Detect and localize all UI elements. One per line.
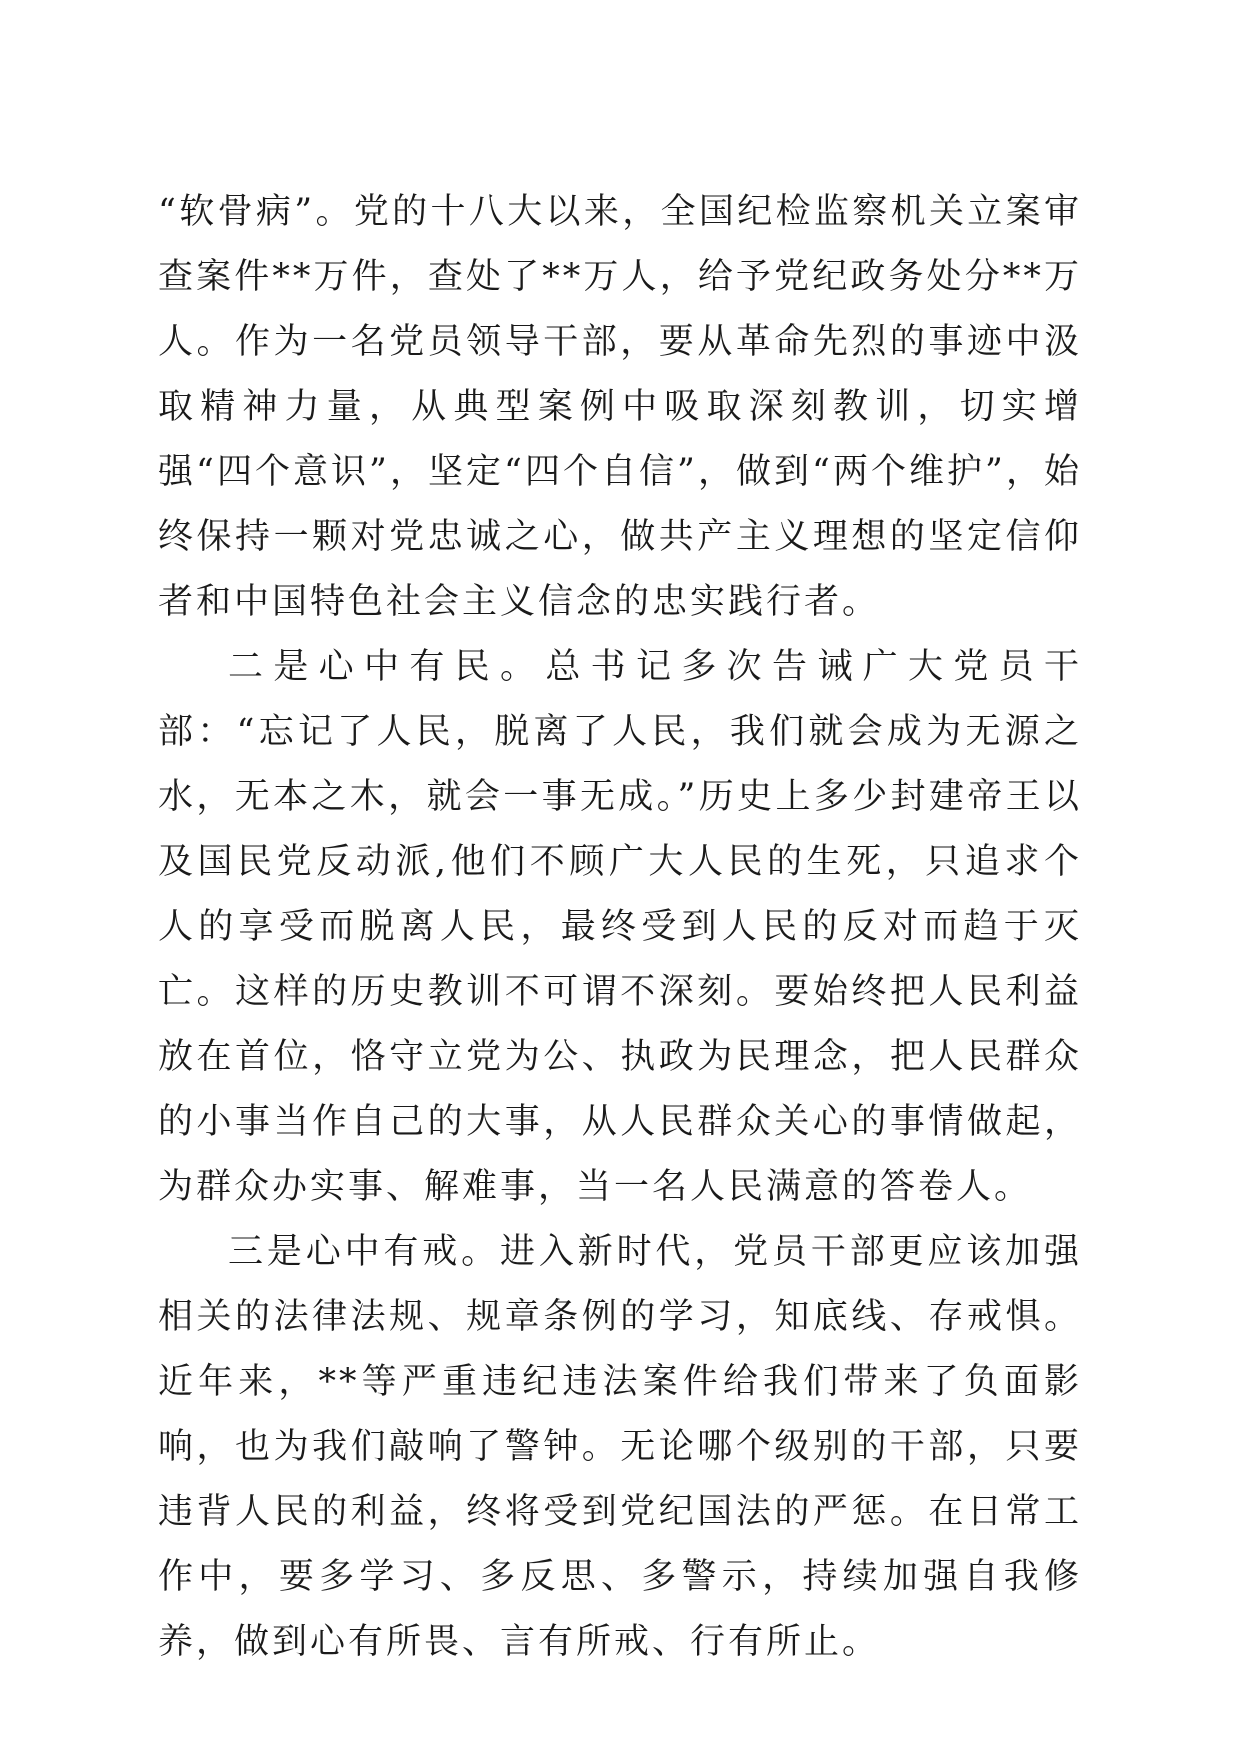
document-body [158, 180, 1082, 1675]
paragraph-heart-for-people: 二是心中有民。总书记多次告诫广大党员干部：“忘记了人民，脱离了人民，我们就会成为无源之水，无本之木，就会一事无成。”历史上多少封建帝王以及国民党反动派,他们不顾广大人民的生死，只追求个人的享受而脱离人民，最终受到人民的反对而趋于灭亡。这样的历史教训不可谓不深刻。要始终把人民利益放在首位，恪守立党为公、执政为民理念，把人民群众的小事当作自己的大事，从人民群众关心的事情做起，为群众办实事、解难事，当一名人民满意的答卷人。 [158, 647, 1082, 1207]
paragraph-continuation: “软骨病”。党的十八大以来，全国纪检监察机关立案审查案件**万件，查处了**万人，给予党纪政务处分**万人。作为一名党员领导干部，要从革命先烈的事迹中汲取精神力量，从典型案例中吸取深刻教训，切实增强“四个意识”，坚定“四个自信”，做到“两个维护”，始终保持一颗对党忠诚之心，做共产主义理想的坚定信仰者和中国特色社会主义信念的忠实践行者。 [158, 192, 1082, 622]
paragraph-heart-with-discipline: 三是心中有戒。进入新时代，党员干部更应该加强相关的法律法规、规章条例的学习，知底线、存戒惧。近年来，**等严重违纪违法案件给我们带来了负面影响，也为我们敲响了警钟。无论哪个级别的干部，只要违背人民的利益，终将受到党纪国法的严惩。在日常工作中，要多学习、多反思、多警示，持续加强自我修养，做到心有所畏、言有所戒、行有所止。 [158, 1232, 1082, 1662]
